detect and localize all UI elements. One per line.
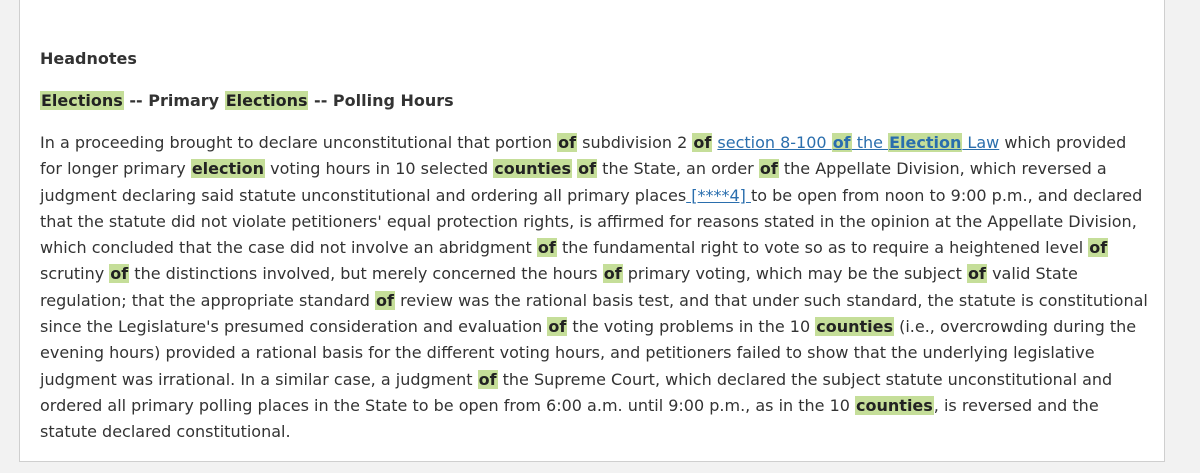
headnote-paragraph — [40, 130, 1152, 446]
search-term-highlight: of — [693, 133, 712, 152]
paragraph-text: valid State regulation; that the appropriate standard — [40, 264, 1078, 310]
search-term-highlight: of — [376, 290, 394, 310]
search-term-highlight: of — [968, 264, 986, 284]
search-term-highlight: counties — [856, 395, 933, 415]
paragraph-text: review was the rational basis test, and that under such standard, the statute is constitutional since the Legislature's presumed consideration and evaluation — [40, 290, 1148, 337]
page-marker-link[interactable]: [****4] — [686, 185, 751, 205]
paragraph-text: voting hours in 10 selected — [265, 159, 494, 179]
paragraph-text: the distinctions involved, but merely concerned the hours — [129, 264, 603, 284]
search-term-highlight: of — [537, 238, 556, 258]
paragraph-text: which provided for longer primary — [40, 133, 1127, 179]
search-term-highlight: of — [603, 264, 622, 284]
paragraph-text: In a proceeding brought to declare unconstitutional that portion — [40, 133, 558, 152]
search-term-highlight: of — [110, 264, 129, 284]
paragraph-text: the voting problems in the 10 — [567, 317, 816, 337]
search-term-highlight: Elections — [225, 91, 308, 110]
section-title: Headnotes — [40, 49, 137, 68]
search-term-highlight: election — [191, 159, 265, 179]
paragraph-text: the Supreme Court, which declared the subject statute unconstitutional and ordered all primary polling places in the State to be open from 6:00 a.m. until 9:00 p.m., as in the 10 — [40, 369, 1113, 415]
paragraph-text: to be open from noon to 9:00 p.m., and declared that the statute did not violate petitioners' equal protection rights, is affirmed for reasons stated in the opinion at the Appellate Division, which concluded that the case did not involve an abridgment — [40, 185, 1143, 258]
search-term-highlight: Elections — [41, 91, 123, 110]
headnotes-card — [19, 0, 1165, 462]
paragraph-text: the Appellate Division, which reversed a judgment declaring said statute unconstitutional and ordering all primary places — [40, 159, 1107, 205]
paragraph-text: , is reversed and the statute declared constitutional. — [40, 395, 1099, 442]
topic-text: -- Polling Hours — [308, 91, 454, 110]
statute-link-text: section 8-100 — [717, 133, 832, 152]
paragraph-text: primary voting, which may be the subject — [622, 264, 968, 284]
search-term-highlight: of — [578, 159, 597, 179]
paragraph-text: the State, an order — [597, 159, 759, 179]
topic-text: -- Primary — [123, 91, 225, 110]
search-term-highlight: of — [759, 159, 778, 179]
paragraph-text: (i.e., overcrowding during the evening hours) provided a rational basis for the different voting hours, and petitioners failed to show that the underlying legislative judgment was irrational. In a similar case, a judgment — [40, 317, 1137, 389]
statute-link-text: Law — [962, 133, 1000, 152]
search-term-highlight: counties — [816, 317, 893, 337]
search-term-highlight: of — [548, 317, 567, 337]
paragraph-text: scrutiny — [40, 264, 110, 284]
paragraph-text: the fundamental right to vote so as to require a heightened level — [556, 238, 1089, 258]
search-term-highlight: of — [478, 369, 497, 389]
search-term-highlight: Election — [889, 133, 962, 152]
search-term-highlight: of — [832, 133, 851, 152]
search-term-highlight: of — [1089, 238, 1108, 258]
paragraph-text: subdivision 2 — [577, 133, 693, 152]
statute-link[interactable] — [717, 133, 999, 152]
statute-link-text: the — [851, 133, 889, 152]
search-term-highlight: counties — [494, 159, 572, 179]
search-term-highlight: of — [558, 133, 577, 152]
headnote-topic — [40, 91, 454, 110]
